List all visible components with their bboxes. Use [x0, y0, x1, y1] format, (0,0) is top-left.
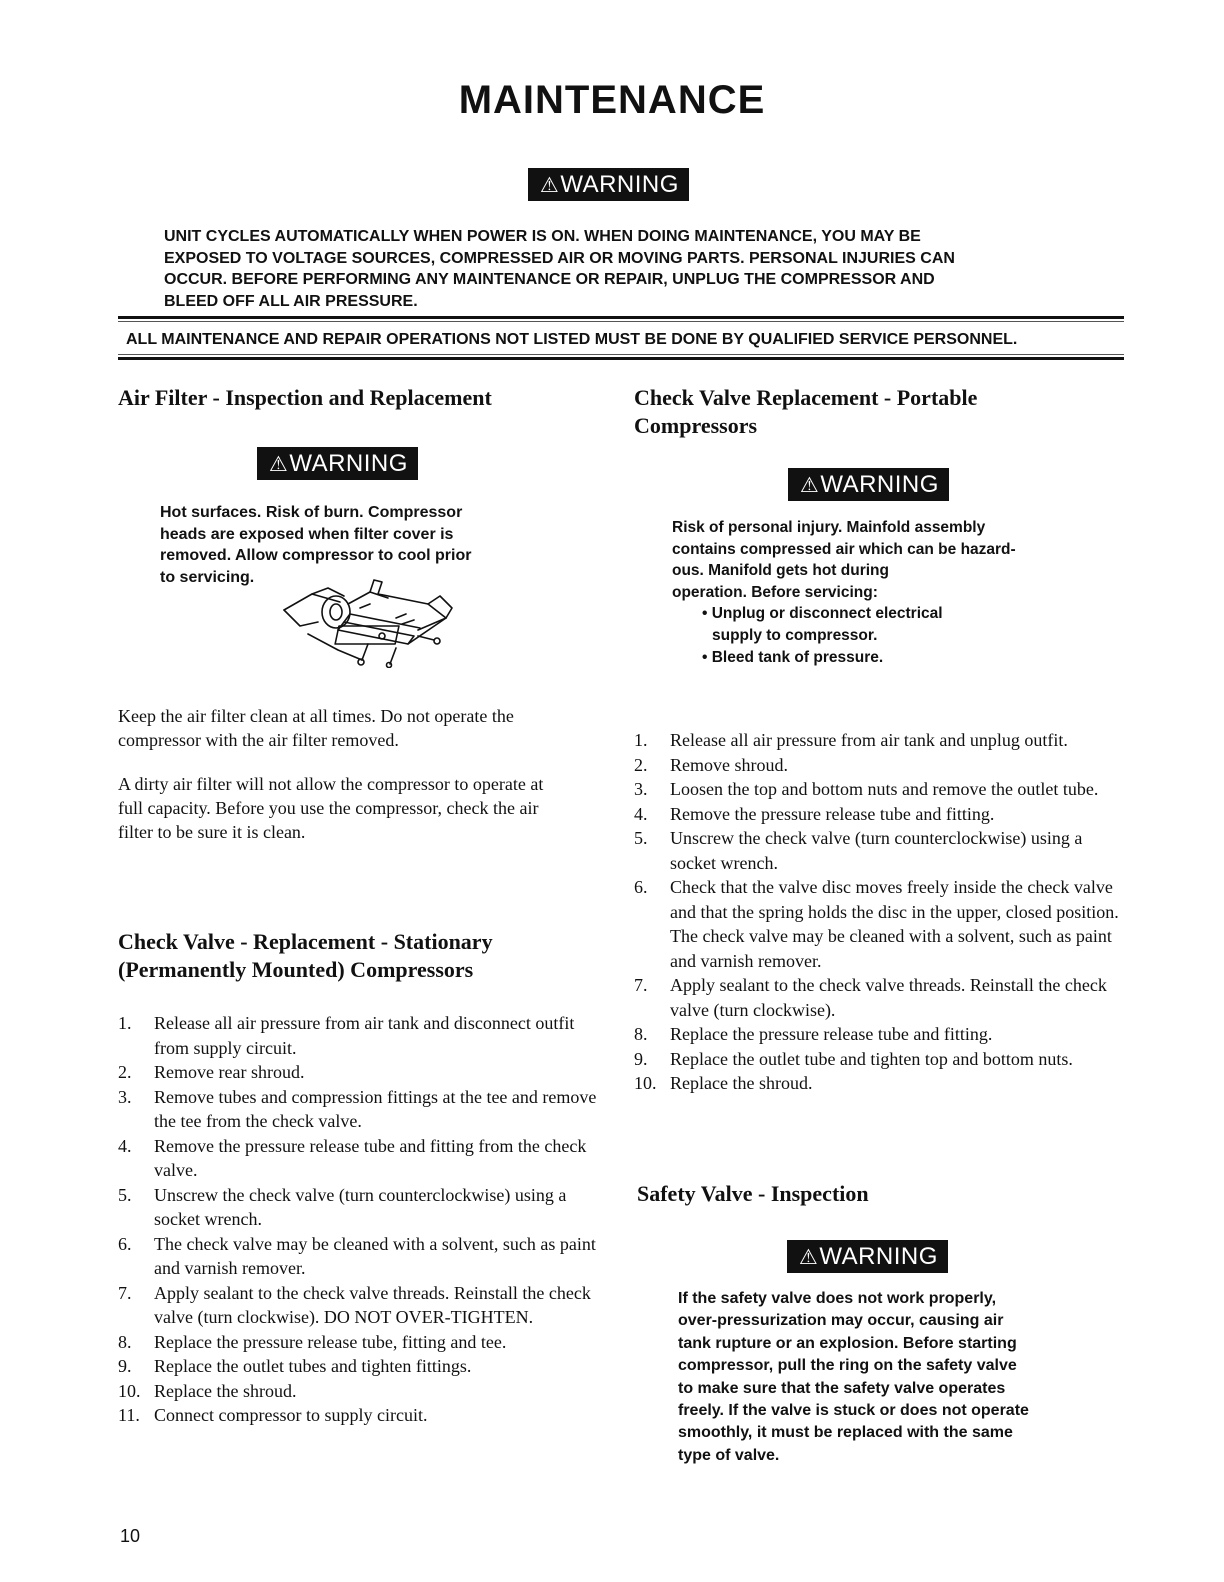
- step-number: 4.: [118, 1135, 132, 1156]
- safety-warning-line: If the safety valve does not work properly,: [678, 1290, 997, 1307]
- step-text: Apply sealant to the check valve threads. Reinstall the check valve (turn clockwise).: [670, 975, 1107, 1020]
- safety-warning-line: type of valve.: [678, 1446, 780, 1464]
- step-number: 8.: [634, 1024, 648, 1044]
- list-item: [634, 875, 1130, 973]
- step-number: 10.: [118, 1380, 141, 1401]
- step-text: Replace the outlet tube and tighten top and bottom nuts.: [670, 1048, 1073, 1069]
- air-filter-paragraph-1: [118, 704, 618, 752]
- list-item: [118, 1330, 612, 1355]
- step-number: 11.: [118, 1405, 140, 1425]
- list-item: [118, 1134, 612, 1183]
- air-filter-warning-line: to servicing.: [160, 568, 255, 586]
- list-item: [118, 1379, 612, 1404]
- step-number: 3.: [118, 1086, 132, 1107]
- safety-warning-line: compressor, pull the ring on the safety valve: [678, 1357, 1017, 1375]
- stationary-steps: [118, 1011, 612, 1428]
- list-item: [118, 1281, 612, 1330]
- step-number: 7.: [634, 975, 648, 995]
- divider-bottom: [118, 357, 1124, 360]
- step-text: Remove rear shroud.: [154, 1062, 305, 1082]
- step-number: 9.: [118, 1356, 132, 1376]
- step-number: 7.: [118, 1282, 132, 1303]
- list-item: [634, 728, 1130, 753]
- step-text: Check that the valve disc moves freely inside the check valve and that the spring holds the disc in the upper, closed position. The check valve may be cleaned with a solvent, such as paint and varnish remover.: [670, 877, 1119, 971]
- top-warning-line: BLEED OFF ALL AIR PRESSURE.: [164, 292, 418, 310]
- text-line: filter to be sure it is clean.: [118, 822, 306, 842]
- safety-warning-line: over-pressurization may occur, causing air: [678, 1312, 1004, 1330]
- list-item: [634, 802, 1130, 827]
- qualified-notice: ALL MAINTENANCE AND REPAIR OPERATIONS NOT LISTED MUST BE DONE BY QUALIFIED SERVICE PERSONNEL.: [126, 331, 1018, 348]
- warning-label: WARNING: [820, 471, 939, 498]
- portable-steps: [634, 728, 1130, 1096]
- divider-top-thin: [118, 321, 1124, 322]
- list-item: [118, 1060, 612, 1085]
- step-number: 5.: [634, 828, 648, 848]
- warning-label: WARNING: [819, 1243, 938, 1270]
- list-item: [118, 1232, 612, 1281]
- heading-line: Compressors: [634, 413, 758, 438]
- step-text: Remove the pressure release tube and fitting from the check valve.: [154, 1135, 587, 1180]
- stationary-heading: [118, 928, 618, 984]
- top-warning-line: UNIT CYCLES AUTOMATICALLY WHEN POWER IS ON. WHEN DOING MAINTENANCE, YOU MAY BE: [164, 228, 921, 245]
- step-number: 4.: [634, 803, 648, 824]
- portable-warning-line: operation. Before servicing:: [672, 583, 878, 601]
- safety-warning-line: freely. If the valve is stuck or does not operate: [678, 1402, 1029, 1420]
- portable-heading: [634, 384, 1134, 440]
- step-text: Release all air pressure from air tank and disconnect outfit from supply circuit.: [154, 1013, 575, 1058]
- list-item: [634, 826, 1130, 875]
- step-text: Replace the outlet tubes and tighten fittings.: [154, 1356, 472, 1376]
- step-text: Connect compressor to supply circuit.: [154, 1405, 428, 1425]
- safety-warning-line: smoothly, it must be replaced with the same: [678, 1424, 1013, 1442]
- step-number: 3.: [634, 779, 648, 799]
- step-text: Replace the shroud.: [154, 1380, 297, 1401]
- air-filter-warning-line: Hot surfaces. Risk of burn. Compressor: [160, 504, 463, 521]
- divider-top: [118, 316, 1124, 319]
- top-warning-line: EXPOSED TO VOLTAGE SOURCES, COMPRESSED AIR OR MOVING PARTS. PERSONAL INJURIES CAN: [164, 249, 955, 267]
- safety-valve-heading: Safety Valve - Inspection: [637, 1181, 869, 1206]
- step-text: Remove shroud.: [670, 754, 788, 775]
- portable-warning-badge: [788, 468, 949, 501]
- portable-warning-line: ous. Manifold gets hot during: [672, 562, 889, 580]
- warning-label: WARNING: [289, 450, 408, 477]
- top-warning-text: [164, 226, 1084, 312]
- warning-triangle-icon: ⚠: [799, 1246, 819, 1269]
- step-number: 6.: [634, 877, 648, 897]
- divider-bottom-thin: [118, 354, 1124, 355]
- safety-warning-line: to make sure that the safety valve operates: [678, 1379, 1006, 1397]
- step-text: Loosen the top and bottom nuts and remove the outlet tube.: [670, 779, 1099, 799]
- list-item: [118, 1354, 612, 1379]
- list-item: [634, 973, 1130, 1022]
- step-text: Remove tubes and compression fittings at the tee and remove the tee from the check valve.: [154, 1086, 597, 1131]
- top-warning-badge: [528, 168, 689, 201]
- step-text: Unscrew the check valve (turn counterclockwise) using a socket wrench.: [670, 828, 1083, 873]
- step-number: 2.: [634, 754, 648, 775]
- list-item: [634, 753, 1130, 778]
- top-warning-line: OCCUR. BEFORE PERFORMING ANY MAINTENANCE OR REPAIR, UNPLUG THE COMPRESSOR AND: [164, 271, 935, 289]
- step-text: Replace the pressure release tube and fitting.: [670, 1024, 993, 1044]
- step-number: 9.: [634, 1048, 648, 1069]
- warning-label: WARNING: [560, 171, 679, 198]
- compressor-head-illustration: [278, 574, 456, 668]
- step-text: Apply sealant to the check valve threads. Reinstall the check valve (turn clockwise). DO NOT OVER-TIGHTEN.: [154, 1282, 591, 1327]
- portable-warning-bullet: supply to compressor.: [712, 626, 878, 644]
- step-number: 8.: [118, 1331, 132, 1352]
- heading-line: Check Valve - Replacement - Stationary: [118, 929, 493, 954]
- step-number: 5.: [118, 1184, 132, 1205]
- page-title: MAINTENANCE: [458, 78, 766, 122]
- step-number: 1.: [634, 730, 648, 750]
- step-text: Replace the pressure release tube, fitting and tee.: [154, 1331, 507, 1352]
- text-line: full capacity. Before you use the compressor, check the air: [118, 798, 539, 818]
- text-line: compressor with the air filter removed.: [118, 730, 399, 750]
- safety-valve-warning-text: [678, 1288, 1108, 1467]
- portable-warning-bullet: • Unplug or disconnect electrical: [702, 605, 943, 623]
- step-text: Remove the pressure release tube and fitting.: [670, 803, 995, 824]
- text-line: A dirty air filter will not allow the compressor to operate at: [118, 774, 544, 794]
- step-text: Unscrew the check valve (turn counterclockwise) using a socket wrench.: [154, 1184, 567, 1229]
- portable-warning-bullet: • Bleed tank of pressure.: [702, 648, 884, 666]
- step-number: 1.: [118, 1013, 132, 1033]
- list-item: [118, 1183, 612, 1232]
- warning-triangle-icon: ⚠: [540, 174, 560, 197]
- list-item: [634, 1022, 1130, 1047]
- step-text: Release all air pressure from air tank and unplug outfit.: [670, 730, 1068, 750]
- list-item: [634, 1071, 1130, 1096]
- warning-triangle-icon: ⚠: [800, 474, 820, 497]
- air-filter-warning-line: removed. Allow compressor to cool prior: [160, 547, 472, 565]
- air-filter-paragraph-2: [118, 772, 618, 844]
- air-filter-heading: Air Filter - Inspection and Replacement: [118, 385, 492, 410]
- heading-line: (Permanently Mounted) Compressors: [118, 957, 474, 982]
- list-item: [118, 1403, 612, 1428]
- step-number: 2.: [118, 1062, 132, 1082]
- step-text: The check valve may be cleaned with a solvent, such as paint and varnish remover.: [154, 1233, 596, 1278]
- step-number: 6.: [118, 1233, 132, 1254]
- list-item: [118, 1011, 612, 1060]
- air-filter-warning-line: heads are exposed when filter cover is: [160, 525, 454, 543]
- text-line: Keep the air filter clean at all times. Do not operate the: [118, 706, 514, 726]
- page-number: 10: [120, 1526, 141, 1546]
- warning-triangle-icon: ⚠: [269, 453, 289, 476]
- list-item: [634, 777, 1130, 802]
- step-number: 10.: [634, 1073, 657, 1093]
- list-item: [118, 1085, 612, 1134]
- air-filter-warning-badge: [257, 447, 418, 480]
- portable-warning-text: [672, 517, 1092, 668]
- heading-line: Check Valve Replacement - Portable: [634, 385, 978, 410]
- safety-valve-warning-badge: [787, 1240, 948, 1273]
- list-item: [634, 1047, 1130, 1072]
- portable-warning-line: Risk of personal injury. Mainfold assembly: [672, 519, 986, 536]
- step-text: Replace the shroud.: [670, 1073, 813, 1093]
- portable-warning-line: contains compressed air which can be hazard-: [672, 540, 1016, 558]
- safety-warning-line: tank rupture or an explosion. Before starting: [678, 1334, 1017, 1352]
